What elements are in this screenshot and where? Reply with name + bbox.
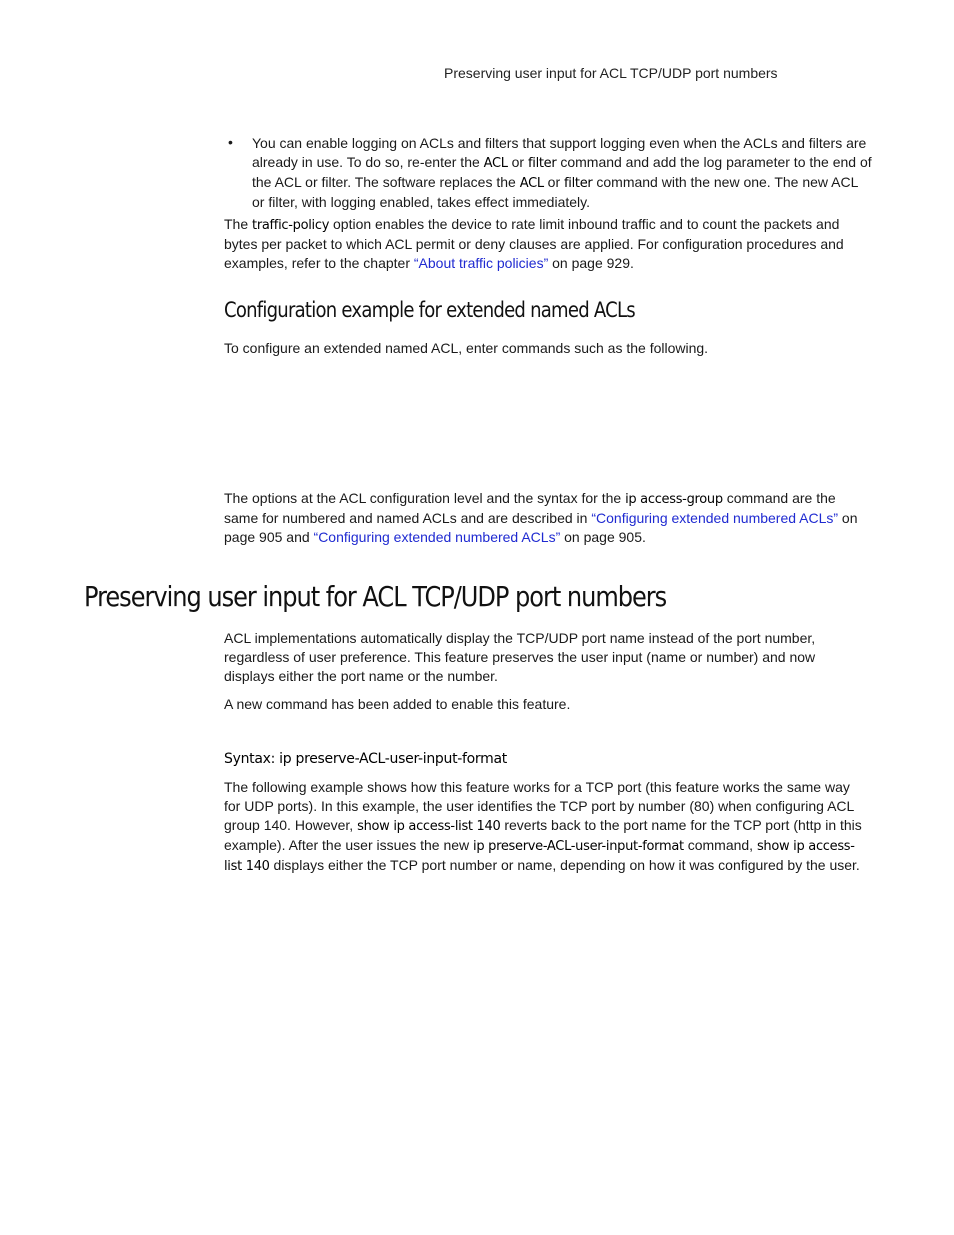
configuring-extended-numbered-acls-link[interactable]: “Configuring extended numbered ACLs” xyxy=(313,529,561,545)
logging-bullet-text xyxy=(252,134,872,212)
acl-keyword: ACL xyxy=(519,176,544,191)
show-ip-access-list-keyword: show ip access-list 140 xyxy=(357,819,501,834)
filter-keyword: filter xyxy=(527,156,557,171)
text-run: command and add the log parameter to the end of the ACL or filter. The software replaces the xyxy=(252,154,872,190)
text-run: on page 905 and xyxy=(224,510,858,545)
text-run: option enables the device to rate limit inbound traffic and to count the packets and bytes per packet to which ACL permit or deny clauses are applied. For configuration procedures and examples, refer to the chapter xyxy=(224,216,844,271)
syntax-line: Syntax: ip preserve-ACL-user-input-format xyxy=(224,751,507,767)
text-run: The xyxy=(224,216,253,232)
text-run: command, xyxy=(683,837,757,853)
text-run: reverts back to the port name for the TCP port (http in this example). After the user issues the new xyxy=(224,817,862,853)
text-run: You can enable logging on ACLs and filters that support logging even when the ACLs and filters are already in use. To do so, re-enter the xyxy=(252,135,867,170)
show-ip-access-list-keyword: show ip access-list 140 xyxy=(224,839,855,874)
feature-description-paragraph: ACL implementations automatically display the TCP/UDP port name instead of the port number, regardless of user preference. This feature preserves the user input (name or number) and now displays either the port name or the number. xyxy=(224,630,816,684)
chapter-heading-preserving-user-input: Preserving user input for ACL TCP/UDP port numbers xyxy=(84,580,667,613)
example-paragraph xyxy=(224,778,869,876)
text-run: The following example shows how this feature works for a TCP port (this feature works the same way for UDP ports). In this example, the user identifies the TCP port by number (80) when configuring ACL group 140. However, xyxy=(224,779,854,833)
text-run: or xyxy=(543,174,565,190)
filter-keyword: filter xyxy=(564,176,593,191)
new-command-paragraph: A new command has been added to enable this feature. xyxy=(224,696,571,712)
text-run: command with the new one. The new ACL or filter, with logging enabled, takes effect immediately. xyxy=(252,174,858,210)
bullet-marker: • xyxy=(228,134,233,150)
configuring-extended-numbered-acls-link[interactable]: “Configuring extended numbered ACLs” xyxy=(591,510,839,526)
options-paragraph xyxy=(224,489,869,547)
ip-access-group-keyword: ip access-group xyxy=(625,492,723,507)
text-run: displays either the TCP port number or name, depending on how it was configured by the user. xyxy=(269,857,860,873)
text-run: The options at the ACL configuration level and the syntax for the xyxy=(224,490,626,506)
section-intro: To configure an extended named ACL, enter commands such as the following. xyxy=(224,340,709,356)
traffic-policy-keyword: traffic-policy xyxy=(252,218,330,233)
text-run: or xyxy=(507,154,528,170)
section-heading-extended-named-acls: Configuration example for extended named ACLs xyxy=(224,298,635,322)
text-run: on page 905. xyxy=(560,529,646,545)
traffic-policy-paragraph xyxy=(224,215,869,273)
text-run: command are the same for numbered and named ACLs and are described in xyxy=(224,490,836,526)
running-header: Preserving user input for ACL TCP/UDP port numbers xyxy=(444,65,778,81)
text-run: on page 929. xyxy=(548,255,634,271)
acl-keyword: ACL xyxy=(483,156,508,171)
ip-preserve-acl-keyword: ip preserve-ACL-user-input-format xyxy=(473,839,684,854)
about-traffic-policies-link[interactable]: “About traffic policies” xyxy=(413,255,549,271)
